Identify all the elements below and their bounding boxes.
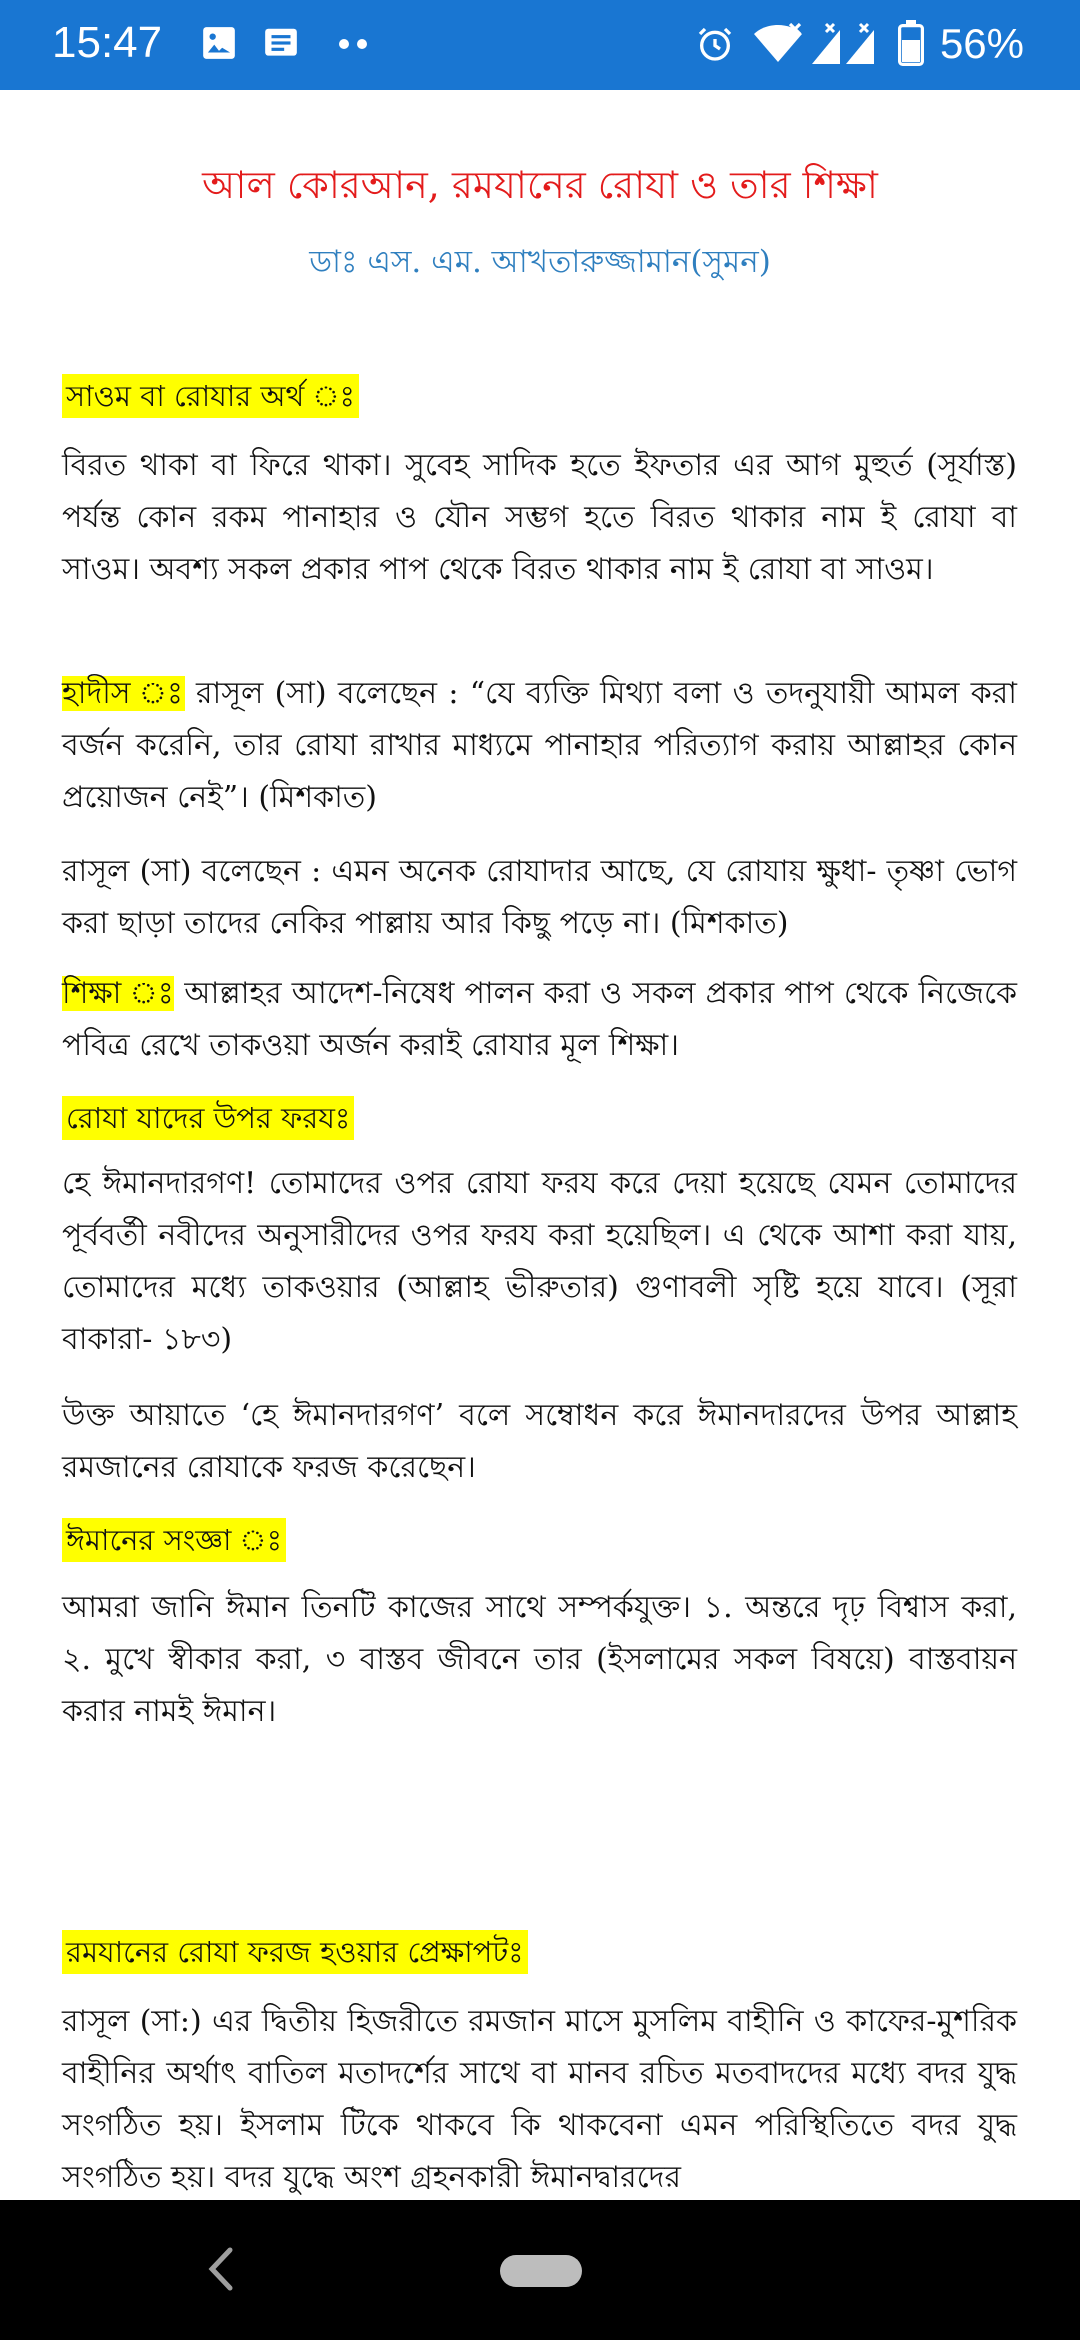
paragraph-obligation: হে ঈমানদারগণ! তোমাদের ওপর রোযা ফরয করে দেয়া হয়েছে যেমন তোমাদের পূর্ববর্তী নবীদের অনুসারীদের ওপর ফরয করা হয়েছিল। এ থেকে আশা করা যায়, তোমাদের মধ্যে তাকওয়ার (আল্লাহ ভীরুতার) গুণাবলী সৃষ্টি হয়ে যাবে। (সূরা বাকারা- ১৮৩) bbox=[62, 1166, 1017, 1357]
section-heading-obligation: রোযা যাদের উপর ফরযঃ bbox=[62, 1096, 354, 1140]
status-bar bbox=[0, 0, 1080, 90]
home-pill-icon[interactable] bbox=[500, 2255, 582, 2287]
back-icon[interactable] bbox=[206, 2246, 236, 2296]
section-heading-iman: ঈমানের সংজ্ঞা ঃ bbox=[62, 1518, 286, 1562]
message-icon bbox=[262, 24, 300, 66]
paragraph-hadith-2: রাসূল (সা) বলেছেন : এমন অনেক রোযাদার আছে, যে রোযায় ক্ষুধা- তৃষ্ণা ভোগ করা ছাড়া তাদের নেকির পাল্লায় আর কিছু পড়ে না। (মিশকাত) bbox=[62, 854, 1017, 941]
signal-icon bbox=[808, 22, 878, 70]
paragraph-hadith bbox=[62, 668, 1017, 824]
navigation-bar bbox=[0, 2200, 1080, 2340]
paragraph-obligation-2: উক্ত আয়াতে ‘হে ঈমানদারগণ’ বলে সম্বোধন করে ঈমানদারদের উপর আল্লাহ রমজানের রোযাকে ফরজ করেছেন। bbox=[62, 1398, 1017, 1485]
paragraph-meaning: বিরত থাকা বা ফিরে থাকা। সুবেহ সাদিক হতে ইফতার এর আগ মুহুর্ত (সূর্যাস্ত) পর্যন্ত কোন রকম পানাহার ও যৌন সম্ভগ হতে বিরত থাকার নাম ই রোযা বা সাওম। অবশ্য সকল প্রকার পাপ থেকে বিরত থাকার নাম ই রোযা বা সাওম। bbox=[62, 448, 1017, 587]
lesson-label: শিক্ষা ঃ bbox=[62, 976, 175, 1011]
section-heading-background: রমযানের রোযা ফরজ হওয়ার প্রেক্ষাপটঃ bbox=[62, 1930, 528, 1974]
paragraph-background: রাসূল (সা:) এর দ্বিতীয় হিজরীতে রমজান মাসে মুসলিম বাহীনি ও কাফের-মুশরিক বাহীনির অর্থাৎ বাতিল মতাদর্শের সাথে বা মানব রচিত মতবাদদের মধ্যে বদর যুদ্ধ সংগঠিত হয়। ইসলাম টিকে থাকবে কি থাকবেনা এমন পরিস্থিতিতে বদর যুদ্ধ সংগঠিত হয়। বদর যুদ্ধে অংশ গ্রহনকারী ঈমানদ্বারদের bbox=[62, 2004, 1017, 2195]
lesson-text: আল্লাহর আদেশ-নিষেধ পালন করা ও সকল প্রকার পাপ থেকে নিজেকে পবিত্র রেখে তাকওয়া অর্জন করাই রোযার মূল শিক্ষা। bbox=[62, 976, 1017, 1063]
hadith-text: রাসূল (সা) বলেছেন : “যে ব্যক্তি মিথ্যা বলা ও তদনুযায়ী আমল করা বর্জন করেনি, তার রোযা রাখার মাধ্যমে পানাহার পরিত্যাগ করায় আল্লাহর কোন প্রয়োজন নেই”। (মিশকাত) bbox=[62, 676, 1017, 815]
document-view[interactable] bbox=[0, 90, 1080, 2200]
document-author: ডাঃ এস. এম. আখতারুজ্জামান(সুমন) bbox=[309, 244, 771, 280]
image-icon bbox=[200, 24, 238, 66]
status-time: 15:47 bbox=[52, 18, 163, 67]
paragraph-lesson bbox=[62, 968, 1017, 1072]
wifi-icon bbox=[752, 22, 804, 68]
battery-percent: 56% bbox=[939, 20, 1024, 67]
alarm-icon bbox=[695, 24, 735, 68]
paragraph-iman: আমরা জানি ঈমান তিনটি কাজের সাথে সম্পর্কযুক্ত। ১. অন্তরে দৃঢ় বিশ্বাস করা, ২. মুখে স্বীকার করা, ৩ বাস্তব জীবনে তার (ইসলামের সকল বিষয়ে) বাস্তবায়ন করার নামই ঈমান। bbox=[62, 1590, 1017, 1729]
section-heading-meaning: সাওম বা রোযার অর্থ ঃ bbox=[62, 374, 359, 418]
document-title: আল কোরআন, রমযানের রোযা ও তার শিক্ষা bbox=[202, 163, 878, 207]
more-dots-icon bbox=[336, 34, 372, 58]
hadith-label: হাদীস ঃ bbox=[62, 676, 185, 711]
battery-icon bbox=[898, 20, 924, 70]
